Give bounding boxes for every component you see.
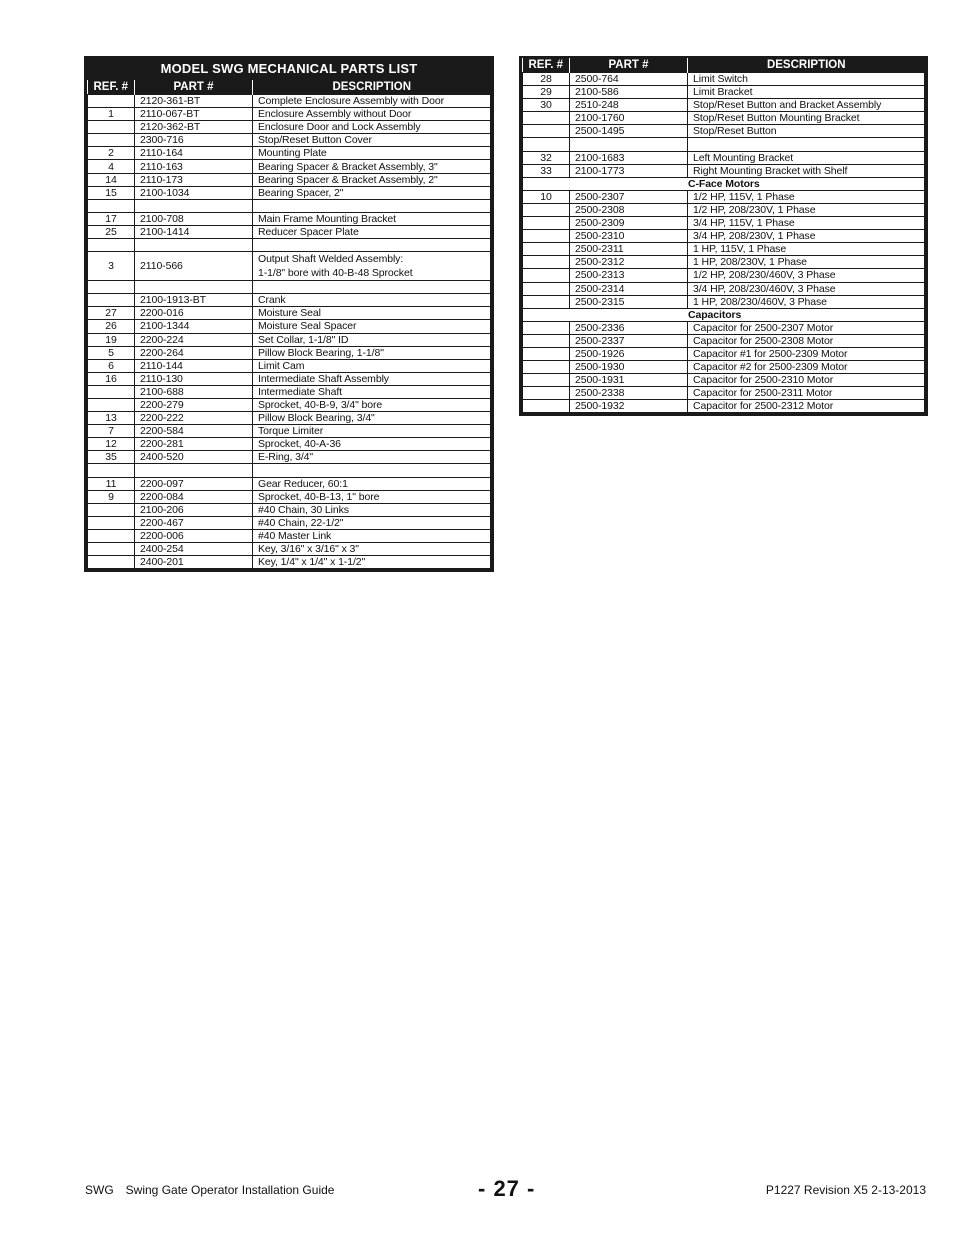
table-row [523,203,925,216]
description-cell: Complete Enclosure Assembly with Door [253,95,491,108]
ref-cell [523,112,570,125]
table-row [88,425,491,438]
ref-cell [88,121,135,134]
part-number-cell: 2110-566 [135,252,253,281]
part-number-cell: 2200-584 [135,425,253,438]
section-heading: C-Face Motors [523,177,925,190]
part-number-cell: 2500-2312 [570,256,688,269]
part-number-cell [135,464,253,477]
footer-model: SWG [85,1183,114,1197]
ref-cell [523,321,570,334]
part-number-cell: 2200-016 [135,307,253,320]
part-number-cell: 2500-2308 [570,203,688,216]
table-row [523,164,925,177]
description-cell: 1 HP, 115V, 1 Phase [688,243,925,256]
table-row [88,108,491,121]
description-cell: Main Frame Mounting Bracket [253,212,491,225]
table-row [523,308,925,321]
description-cell: Crank [253,294,491,307]
table-row [523,151,925,164]
part-number-cell: 2110-163 [135,160,253,173]
part-number-cell: 2400-201 [135,556,253,569]
ref-cell: 16 [88,372,135,385]
description-cell: #40 Chain, 22-1/2" [253,516,491,529]
ref-cell: 3 [88,252,135,281]
description-cell [253,239,491,252]
ref-cell: 28 [523,73,570,86]
description-cell: Bearing Spacer & Bracket Assembly, 3" [253,160,491,173]
table-header-row [88,80,491,95]
ref-cell: 2 [88,147,135,160]
part-number-cell: 2100-1773 [570,164,688,177]
part-number-cell: 2100-1034 [135,186,253,199]
ref-cell [523,138,570,151]
description-cell: Capacitor for 2500-2312 Motor [688,400,925,413]
table-row [88,95,491,108]
header-ref: REF. # [523,58,570,73]
description-cell: Key, 1/4" x 1/4" x 1-1/2" [253,556,491,569]
part-number-cell: 2100-206 [135,503,253,516]
table-row [88,173,491,186]
table-row [523,230,925,243]
description-cell: Stop/Reset Button Cover [253,134,491,147]
part-number-cell: 2500-2311 [570,243,688,256]
part-number-cell: 2500-1495 [570,125,688,138]
description-cell: Stop/Reset Button [688,125,925,138]
ref-cell [88,529,135,542]
description-cell: 3/4 HP, 208/230V, 1 Phase [688,230,925,243]
header-ref: REF. # [88,80,135,95]
description-cell: Right Mounting Bracket with Shelf [688,164,925,177]
table-row [88,503,491,516]
ref-cell: 9 [88,490,135,503]
description-cell: Stop/Reset Button and Bracket Assembly [688,99,925,112]
part-number-cell: 2300-716 [135,134,253,147]
part-number-cell: 2500-2314 [570,282,688,295]
table-row [523,400,925,413]
ref-cell: 14 [88,173,135,186]
table-title: MODEL SWG MECHANICAL PARTS LIST [160,61,418,76]
ref-cell: 11 [88,477,135,490]
part-number-cell: 2100-1414 [135,225,253,238]
table-row [88,239,491,252]
description-cell: Limit Cam [253,359,491,372]
footer-revision: P1227 Revision X5 2-13-2013 [765,1183,926,1197]
ref-cell: 25 [88,225,135,238]
description-cell: Pillow Block Bearing, 1-1/8" [253,346,491,359]
part-number-cell: 2200-006 [135,529,253,542]
ref-cell: 10 [523,190,570,203]
part-number-cell [135,199,253,212]
table-row [88,147,491,160]
description-cell: 1/2 HP, 115V, 1 Phase [688,190,925,203]
description-cell: 1/2 HP, 208/230/460V, 3 Phase [688,269,925,282]
ref-cell [523,387,570,400]
description-cell: Gear Reducer, 60:1 [253,477,491,490]
description-cell: Enclosure Door and Lock Assembly [253,121,491,134]
ref-cell: 29 [523,86,570,99]
part-number-cell: 2500-1930 [570,361,688,374]
ref-cell [523,295,570,308]
ref-cell [523,282,570,295]
ref-cell [88,281,135,294]
description-cell: Moisture Seal Spacer [253,320,491,333]
parts-table [522,58,925,413]
mechanical-parts-table-right [519,56,928,416]
ref-cell: 32 [523,151,570,164]
description-cell: 3/4 HP, 208/230/460V, 3 Phase [688,282,925,295]
ref-cell [523,217,570,230]
description-cell: Enclosure Assembly without Door [253,108,491,121]
table-row [88,225,491,238]
description-cell: Capacitor #1 for 2500-2309 Motor [688,347,925,360]
ref-cell [523,400,570,413]
part-number-cell: 2100-1913-BT [135,294,253,307]
table-row [523,269,925,282]
header-part: PART # [570,58,688,73]
table-row [523,190,925,203]
ref-cell [88,239,135,252]
part-number-cell: 2200-264 [135,346,253,359]
table-row [88,438,491,451]
ref-cell: 19 [88,333,135,346]
part-number-cell: 2400-520 [135,451,253,464]
description-line: Output Shaft Welded Assembly: [258,253,404,266]
description-cell: Capacitor for 2500-2307 Motor [688,321,925,334]
table-row [88,398,491,411]
table-row [88,307,491,320]
table-row [88,412,491,425]
table-row [88,346,491,359]
table-row [523,99,925,112]
description-cell: Capacitor for 2500-2311 Motor [688,387,925,400]
description-cell: Moisture Seal [253,307,491,320]
ref-cell: 4 [88,160,135,173]
table-row [88,121,491,134]
description-cell: Capacitor for 2500-2310 Motor [688,374,925,387]
part-number-cell: 2100-1683 [570,151,688,164]
part-number-cell: 2200-222 [135,412,253,425]
part-number-cell: 2500-2309 [570,217,688,230]
page-number: - 27 - [478,1176,536,1201]
table-row [523,361,925,374]
description-cell: 3/4 HP, 115V, 1 Phase [688,217,925,230]
table-row [88,281,491,294]
ref-cell [88,543,135,556]
table-row [523,374,925,387]
part-number-cell [135,281,253,294]
description-cell: Capacitor #2 for 2500-2309 Motor [688,361,925,374]
description-cell: Capacitor for 2500-2308 Motor [688,334,925,347]
description-cell: Bearing Spacer, 2" [253,186,491,199]
description-line: 1-1/8" bore with 40-B-48 Sprocket [258,267,413,280]
part-number-cell: 2400-254 [135,543,253,556]
ref-cell: 13 [88,412,135,425]
ref-cell [523,334,570,347]
part-number-cell: 2100-586 [570,86,688,99]
table-row [88,186,491,199]
part-number-cell: 2200-467 [135,516,253,529]
ref-cell: 1 [88,108,135,121]
ref-cell [88,294,135,307]
table-row [88,199,491,212]
description-cell [253,464,491,477]
table-row [88,252,491,281]
ref-cell: 33 [523,164,570,177]
description-cell: Left Mounting Bracket [688,151,925,164]
table-row [88,294,491,307]
description-cell: E-Ring, 3/4" [253,451,491,464]
table-row [88,556,491,569]
table-row [523,243,925,256]
ref-cell [88,503,135,516]
part-number-cell: 2500-1931 [570,374,688,387]
ref-cell: 12 [88,438,135,451]
ref-cell: 5 [88,346,135,359]
ref-cell: 30 [523,99,570,112]
table-row [523,86,925,99]
part-number-cell: 2500-2313 [570,269,688,282]
table-row [88,451,491,464]
table-row [88,320,491,333]
table-row [523,347,925,360]
description-cell: Limit Bracket [688,86,925,99]
ref-cell [523,269,570,282]
part-number-cell: 2110-144 [135,359,253,372]
table-row [88,529,491,542]
description-cell: Pillow Block Bearing, 3/4" [253,412,491,425]
description-cell: Stop/Reset Button Mounting Bracket [688,112,925,125]
ref-cell [88,134,135,147]
parts-table [87,80,491,569]
description-cell: Intermediate Shaft [253,385,491,398]
table-row [88,543,491,556]
table-row [88,134,491,147]
part-number-cell [570,138,688,151]
table-row [523,387,925,400]
part-number-cell: 2110-067-BT [135,108,253,121]
table-header-row [523,58,925,73]
ref-cell: 7 [88,425,135,438]
part-number-cell: 2110-130 [135,372,253,385]
part-number-cell: 2200-279 [135,398,253,411]
table-row [88,477,491,490]
description-cell: Limit Switch [688,73,925,86]
table-row [523,177,925,190]
part-number-cell: 2120-362-BT [135,121,253,134]
description-cell: #40 Chain, 30 Links [253,503,491,516]
description-cell: Torque Limiter [253,425,491,438]
part-number-cell: 2100-708 [135,212,253,225]
part-number-cell: 2100-1344 [135,320,253,333]
table-row [88,490,491,503]
table-row [88,372,491,385]
description-cell [253,252,491,281]
part-number-cell: 2500-2337 [570,334,688,347]
description-cell: Reducer Spacer Plate [253,225,491,238]
table-row [523,138,925,151]
table-row [523,73,925,86]
ref-cell [88,464,135,477]
table-row [523,217,925,230]
table-row [523,125,925,138]
ref-cell [523,243,570,256]
ref-cell: 6 [88,359,135,372]
description-cell [253,199,491,212]
ref-cell [523,230,570,243]
description-cell [688,138,925,151]
ref-cell [88,95,135,108]
description-cell [253,281,491,294]
part-number-cell: 2500-2338 [570,387,688,400]
ref-cell: 17 [88,212,135,225]
part-number-cell: 2200-224 [135,333,253,346]
ref-cell [523,125,570,138]
table-row [88,385,491,398]
description-cell: Sprocket, 40-B-9, 3/4" bore [253,398,491,411]
header-part: PART # [135,80,253,95]
ref-cell [88,516,135,529]
table-row [88,160,491,173]
ref-cell: 35 [88,451,135,464]
ref-cell: 27 [88,307,135,320]
description-cell: Intermediate Shaft Assembly [253,372,491,385]
ref-cell: 26 [88,320,135,333]
table-row [523,321,925,334]
ref-cell: 15 [88,186,135,199]
description-cell: Sprocket, 40-A-36 [253,438,491,451]
description-cell: Set Collar, 1-1/8" ID [253,333,491,346]
part-number-cell: 2500-2315 [570,295,688,308]
footer-guide-title [85,1183,334,1197]
part-number-cell: 2500-1932 [570,400,688,413]
header-description: DESCRIPTION [688,58,925,73]
part-number-cell: 2200-084 [135,490,253,503]
footer-title: Swing Gate Operator Installation Guide [125,1183,335,1197]
description-cell: Key, 3/16" x 3/16" x 3" [253,543,491,556]
ref-cell [88,199,135,212]
description-cell: 1 HP, 208/230/460V, 3 Phase [688,295,925,308]
description-cell: 1/2 HP, 208/230V, 1 Phase [688,203,925,216]
table-row [523,282,925,295]
header-description: DESCRIPTION [253,80,491,95]
section-heading: Capacitors [523,308,925,321]
description-cell: 1 HP, 208/230V, 1 Phase [688,256,925,269]
table-row [88,516,491,529]
ref-cell [523,347,570,360]
part-number-cell: 2100-1760 [570,112,688,125]
description-cell: Sprocket, 40-B-13, 1" bore [253,490,491,503]
ref-cell [88,398,135,411]
part-number-cell: 2500-2310 [570,230,688,243]
ref-cell [88,556,135,569]
table-row [88,333,491,346]
ref-cell [523,374,570,387]
part-number-cell: 2110-173 [135,173,253,186]
ref-cell [523,256,570,269]
table-row [523,256,925,269]
part-number-cell: 2500-1926 [570,347,688,360]
part-number-cell: 2500-2336 [570,321,688,334]
part-number-cell [135,239,253,252]
part-number-cell: 2110-164 [135,147,253,160]
description-cell: Mounting Plate [253,147,491,160]
table-row [523,112,925,125]
ref-cell [523,361,570,374]
part-number-cell: 2100-688 [135,385,253,398]
table-row [523,295,925,308]
table-row [88,359,491,372]
description-cell: #40 Master Link [253,529,491,542]
table-row [88,464,491,477]
table-row [523,334,925,347]
ref-cell [523,203,570,216]
part-number-cell: 2500-2307 [570,190,688,203]
table-row [88,212,491,225]
part-number-cell: 2500-764 [570,73,688,86]
part-number-cell: 2120-361-BT [135,95,253,108]
part-number-cell: 2200-097 [135,477,253,490]
part-number-cell: 2200-281 [135,438,253,451]
mechanical-parts-table-left [84,56,494,572]
part-number-cell: 2510-248 [570,99,688,112]
ref-cell [88,385,135,398]
description-cell: Bearing Spacer & Bracket Assembly, 2" [253,173,491,186]
